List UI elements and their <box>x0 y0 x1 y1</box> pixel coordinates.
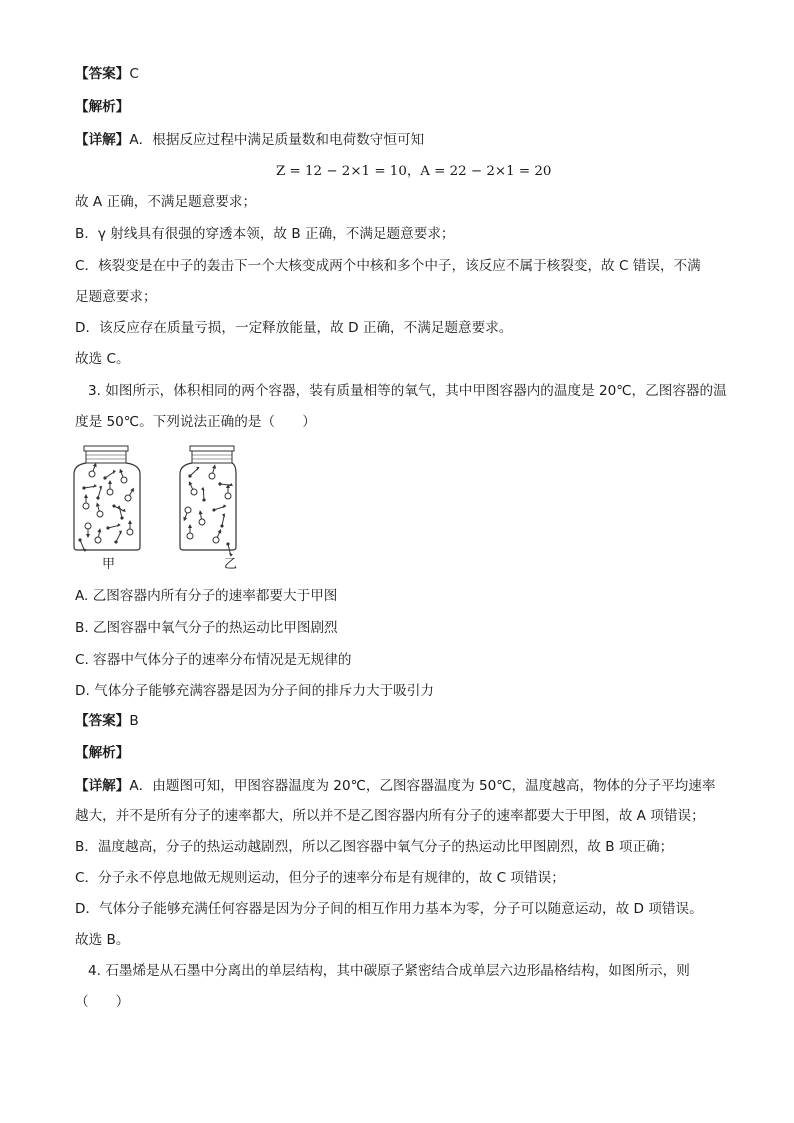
q3-answer-value: B <box>129 713 139 729</box>
q3-detail-tag: 【详解】 <box>75 778 130 794</box>
q2-line: D．该反应存在质量亏损，一定释放能量，故 D 正确，不满足题意要求。 <box>75 320 513 336</box>
q3-detail-line: 故选 B。 <box>75 932 130 948</box>
jar-yi-icon <box>180 446 236 557</box>
q3-detail-line <box>75 776 715 796</box>
q4-stem-line1: 4. 石墨烯是从石墨中分离出的单层结构，其中碳原子紧密结合成单层六边形晶格结构，如图所示，则 <box>88 963 690 979</box>
q2-line: B．γ 射线具有很强的穿透本领，故 B 正确，不满足题意要求； <box>75 226 455 242</box>
q3-answer-tag: 【答案】 <box>75 713 130 729</box>
q2-line: 足题意要求； <box>75 289 157 305</box>
q3-detail-line: B．温度越高，分子的热运动越剧烈，所以乙图容器中氧气分子的热运动比甲图剧烈，故 B 项正确； <box>75 839 674 855</box>
q3-option-d: D. 气体分子能够充满容器是因为分子间的排斥力大于吸引力 <box>75 683 434 699</box>
q3-stem-line1: 3. 如图所示，体积相同的两个容器，装有质量相等的氧气，其中甲图容器内的温度是 20℃，乙图容器的温 <box>88 383 727 399</box>
q3-stem-line2: 度是 50℃。下列说法正确的是（ ） <box>75 414 316 430</box>
q3-detail-line: 越大，并不是所有分子的速率都大，所以并不是乙图容器内所有分子的速率都要大于甲图，故 A 项错误； <box>75 808 705 824</box>
q2-detail-intro-text: A．根据反应过程中满足质量数和电荷数守恒可知 <box>129 132 425 148</box>
q2-line: 故选 C。 <box>75 351 130 367</box>
q2-answer-line <box>75 64 139 84</box>
figure-label-jia: 甲 <box>102 557 116 572</box>
q2-line: 故 A 正确，不满足题意要求； <box>75 194 257 210</box>
q3-jar-figure <box>70 440 240 572</box>
q2-detail-tag: 【详解】 <box>75 132 130 148</box>
q2-answer-value: C <box>129 66 139 82</box>
q3-option-a: A. 乙图容器内所有分子的速率都要大于甲图 <box>75 588 338 604</box>
q3-detail-text: A．由题图可知，甲图容器温度为 20℃，乙图容器温度为 50℃，温度越高，物体的分子平均速率 <box>129 778 716 794</box>
q3-option-c: C. 容器中气体分子的速率分布情况是无规律的 <box>75 652 352 668</box>
q2-detail-intro <box>75 130 424 150</box>
q2-answer-tag: 【答案】 <box>75 66 130 82</box>
figure-label-yi: 乙 <box>224 557 238 572</box>
jar-jia-icon <box>74 446 140 552</box>
q3-detail-line: D．气体分子能够充满任何容器是因为分子间的相互作用力基本为零，分子可以随意运动，故 D 项错误。 <box>75 901 703 917</box>
q3-detail-line: C．分子永不停息地做无规则运动，但分子的速率分布是有规律的，故 C 项错误； <box>75 870 565 886</box>
q3-analysis-tag: 【解析】 <box>75 745 130 761</box>
q3-answer-line <box>75 711 139 731</box>
q3-option-b: B. 乙图容器中氧气分子的热运动比甲图剧烈 <box>75 620 338 636</box>
q2-line: C．核裂变是在中子的轰击下一个大核变成两个中核和多个中子，该反应不属于核裂变，故 C 错误，不满 <box>75 258 701 274</box>
q4-stem-line2: （ ） <box>75 994 130 1010</box>
q2-equation: Z = 12 − 2×1 = 10，A = 22 − 2×1 = 20 <box>276 164 552 179</box>
q2-analysis-tag: 【解析】 <box>75 99 130 115</box>
